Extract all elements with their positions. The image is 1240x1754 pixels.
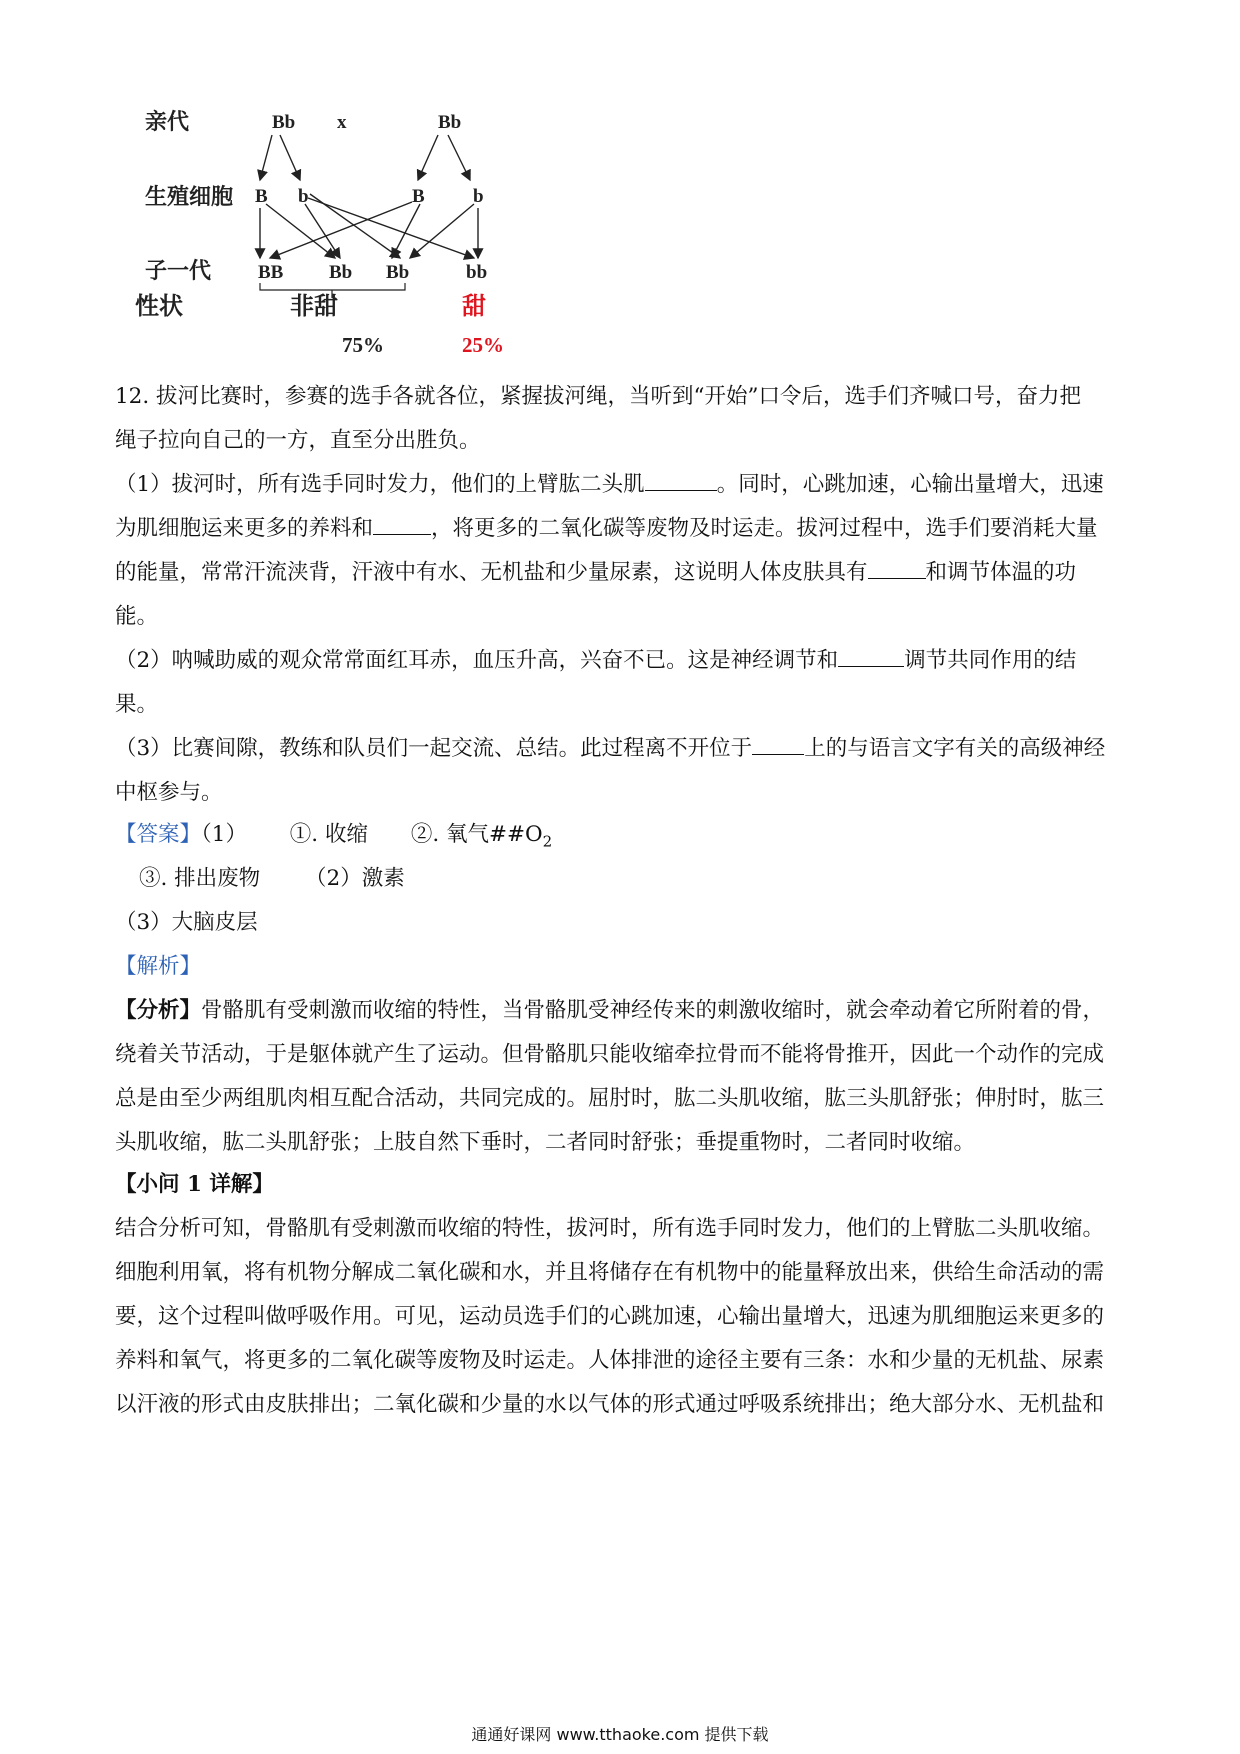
gamete-b-right: b — [473, 186, 484, 207]
part3-line-2: 中枢参与。 — [115, 780, 223, 805]
gamete-b-left: b — [298, 186, 309, 207]
detail-head: 【小问 1 详解】 — [115, 1172, 274, 1197]
analysis-head: 【分析】 — [115, 998, 202, 1023]
blank-4[interactable] — [838, 646, 904, 667]
question-line-1: 12. 拔河比赛时，参赛的选手各就各位，紧握拔河绳，当听到“开始”口令后，选手们齐喊口号，奋力把 — [115, 384, 1082, 409]
blank-5[interactable] — [752, 734, 804, 755]
ratio-sweet: 25% — [462, 333, 504, 357]
part1-text-b: 。同时，心跳加速，心输出量增大，迅速 — [716, 472, 1104, 497]
gamete-B-left: B — [255, 186, 268, 207]
part1-text-c: 为肌细胞运来更多的养料和 — [115, 516, 374, 541]
part2-text-a: （2）呐喊助威的观众常常面红耳赤，血压升高，兴奋不已。这是神经调节和 — [115, 648, 839, 673]
offspring-Bb-2: Bb — [386, 262, 410, 283]
label-gamete: 生殖细胞 — [145, 184, 234, 209]
answer-1-2 — [410, 822, 553, 851]
parent-right: Bb — [438, 112, 462, 133]
part1-line-1 — [115, 460, 1125, 509]
part3-line-1 — [115, 724, 1125, 773]
part1-line-3 — [115, 548, 1125, 597]
dominant-bracket — [260, 283, 405, 298]
inheritance-diagram — [120, 100, 590, 410]
detail-line-4: 养料和氧气，将更多的二氧化碳等废物及时运走。人体排泄的途径主要有三条：水和少量的无机盐、尿素 — [115, 1348, 1105, 1373]
part1-line-2 — [115, 504, 1125, 553]
answer-1-1: ①. 收缩 — [289, 822, 368, 847]
answer-part1: （1） — [201, 822, 247, 847]
blank-2[interactable] — [373, 514, 431, 535]
analysis-line-3: 总是由至少两组肌肉相互配合活动，共同完成的。屈肘时，肱二头肌收缩，肱三头肌舒张；伸肘时，肱三 — [115, 1086, 1105, 1111]
part2-line-1 — [115, 636, 1125, 685]
detail-line-5: 以汗液的形式由皮肤排出；二氧化碳和少量的水以气体的形式通过呼吸系统排出；绝大部分水、无机盐和 — [115, 1392, 1105, 1417]
blank-1[interactable] — [645, 470, 717, 491]
parent-left: Bb — [272, 112, 296, 133]
detail-line-3: 要，这个过程叫做呼吸作用。可见，运动员选手们的心跳加速，心输出量增大，迅速为肌细胞运来更多的 — [115, 1304, 1105, 1329]
offspring-bb: bb — [466, 262, 488, 283]
part1-text-d: ，将更多的二氧化碳等废物及时运走。拔河过程中，选手们要消耗大量 — [431, 516, 1098, 541]
trait-non-sweet: 非甜 — [290, 294, 338, 320]
analysis-line-4: 头肌收缩，肱二头肌舒张；上肢自然下垂时，二者同时舒张；垂提重物时，二者同时收缩。 — [115, 1130, 976, 1155]
offspring-Bb-1: Bb — [329, 262, 353, 283]
answer-1-3: ③. 排出废物 — [139, 866, 261, 891]
question-line-2: 绳子拉向自己的一方，直至分出胜负。 — [115, 428, 481, 453]
part3-text-a: （3）比赛间隙，教练和队员们一起交流、总结。此过程离不开位于 — [115, 736, 753, 761]
offspring-BB: BB — [258, 262, 284, 283]
part3-text-b: 上的与语言文字有关的高级神经 — [804, 736, 1106, 761]
detail-line-2: 细胞利用氧，将有机物分解成二氧化碳和水，并且将储存在有机物中的能量释放出来，供给生命活动的需 — [115, 1260, 1105, 1285]
analysis-tag: 【解析】 — [115, 954, 202, 979]
part1-line-4: 能。 — [115, 604, 159, 629]
label-trait: 性状 — [135, 294, 183, 320]
analysis-line-2: 绕着关节活动，于是躯体就产生了运动。但骨骼肌只能收缩牵拉骨而不能将骨推开，因此一个动作的完成 — [115, 1042, 1105, 1067]
blank-3[interactable] — [868, 558, 926, 579]
answer-line-3: （3）大脑皮层 — [115, 910, 258, 935]
ratio-non-sweet: 75% — [342, 333, 384, 357]
part1-text-a: （1）拔河时，所有选手同时发力，他们的上臂肱二头肌 — [115, 472, 645, 497]
analysis-line-1 — [115, 986, 1125, 1035]
answer-1-2-sub: 2 — [542, 832, 553, 851]
part1-text-f: 和调节体温的功 — [925, 560, 1077, 585]
part2-text-b: 调节共同作用的结 — [904, 648, 1077, 673]
answer-line-2 — [115, 854, 1125, 903]
answer-1-2-text: ②. 氧气##O — [410, 822, 543, 847]
label-offspring: 子一代 — [145, 258, 212, 283]
part1-text-e: 的能量，常常汗流浃背，汗液中有水、无机盐和少量尿素，这说明人体皮肤具有 — [115, 560, 868, 585]
label-parent: 亲代 — [145, 109, 190, 134]
gamete-B-right: B — [412, 186, 425, 207]
detail-line-1: 结合分析可知，骨骼肌有受刺激而收缩的特性，拔河时，所有选手同时发力，他们的上臂肱二头肌收缩。 — [115, 1216, 1105, 1241]
part2-line-2: 果。 — [115, 692, 159, 717]
answer-part2: （2）激素 — [305, 866, 405, 891]
analysis-text-1: 骨骼肌有受刺激而收缩的特性，当骨骼肌受神经传来的刺激收缩时，就会牵动着它所附着的骨， — [201, 998, 1105, 1023]
trait-sweet: 甜 — [462, 294, 486, 320]
page-footer: 通通好课网 www.tthaoke.com 提供下载 — [471, 1725, 769, 1744]
answer-tag: 【答案】 — [115, 822, 202, 847]
cross-symbol: x — [337, 112, 347, 133]
